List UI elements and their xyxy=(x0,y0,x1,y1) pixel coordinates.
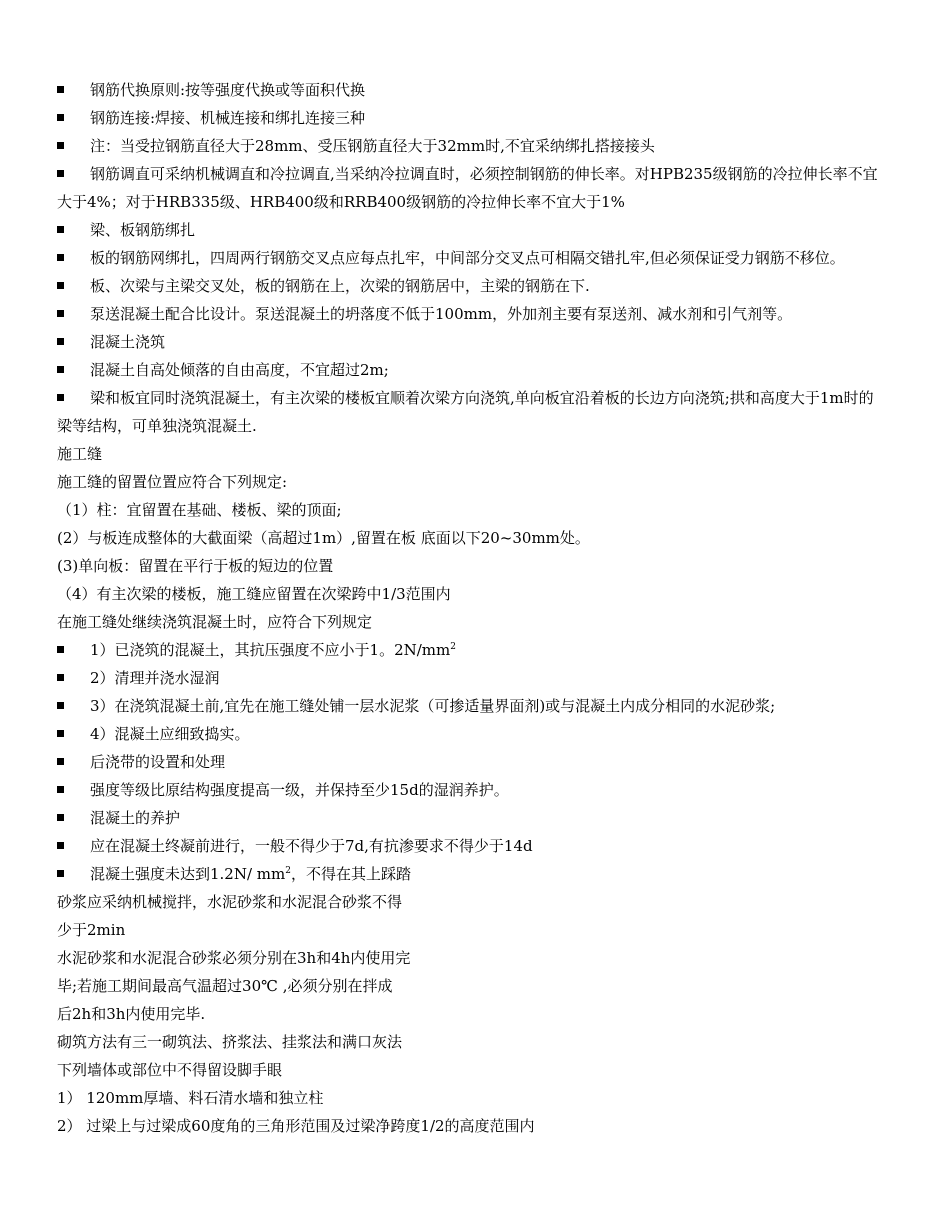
bullet-square-icon xyxy=(57,300,90,328)
text-line xyxy=(57,832,887,860)
text-line: 施工缝的留置位置应符合下列规定: xyxy=(57,473,288,491)
text-line xyxy=(57,244,887,272)
text-line: （4）有主次梁的楼板，施工缝应留置在次梁跨中1/3范围内 xyxy=(57,585,451,603)
bullet-square-icon xyxy=(57,664,90,692)
superscript: 2 xyxy=(285,866,291,876)
text-line: 后2h和3h内使用完毕. xyxy=(57,1005,206,1023)
bullet-square-icon xyxy=(57,748,90,776)
text-line xyxy=(57,384,887,440)
line-text: 混凝土强度未达到1.2N/ mm xyxy=(90,865,286,883)
text-line xyxy=(57,720,887,748)
text-line: 2） 过梁上与过梁成60度角的三角形范围及过梁净跨度1/2的高度范围内 xyxy=(57,1117,535,1135)
text-line: 水泥砂浆和水泥混合砂浆必须分别在3h和4h内使用完 xyxy=(57,949,411,967)
text-line: 毕;若施工期间最高气温超过30℃ ,必须分别在拌成 xyxy=(57,977,393,995)
bullet-square-icon xyxy=(57,160,90,188)
bullet-square-icon xyxy=(57,244,90,272)
text-line xyxy=(57,804,887,832)
text-line xyxy=(57,160,887,216)
text-line xyxy=(57,76,887,104)
line-text: 梁、板钢筋绑扎 xyxy=(90,221,196,239)
text-line: 在施工缝处继续浇筑混凝土时，应符合下列规定 xyxy=(57,613,373,631)
text-line xyxy=(57,132,887,160)
text-line xyxy=(57,328,887,356)
text-line xyxy=(57,104,887,132)
line-text: 注：当受拉钢筋直径大于28mm、受压钢筋直径大于32mm时,不宜采纳绑扎搭接接头 xyxy=(90,137,655,155)
line-text: 钢筋代换原则:按等强度代换或等面积代换 xyxy=(90,81,366,99)
text-line xyxy=(57,636,887,664)
line-text: 应在混凝土终凝前进行，一般不得少于7d,有抗渗要求不得少于14d xyxy=(90,837,533,855)
bullet-square-icon xyxy=(57,636,90,664)
bullet-square-icon xyxy=(57,132,90,160)
text-line: 砌筑方法有三一砌筑法、挤浆法、挂浆法和满口灰法 xyxy=(57,1033,403,1051)
line-text: 钢筋调直可采纳机械调直和冷拉调直,当采纳冷拉调直时，必须控制钢筋的伸长率。对HPB235级钢筋的冷拉伸长率不宜大于4%；对于HRB335级、HRB400级和RRB400级钢筋的冷拉伸长率不宜大于1% xyxy=(57,165,878,211)
line-text-after: ，不得在其上踩踏 xyxy=(290,865,411,883)
bullet-square-icon xyxy=(57,216,90,244)
text-line xyxy=(57,272,887,300)
line-text: 板的钢筋网绑扎，四周两行钢筋交叉点应每点扎牢，中间部分交叉点可相隔交错扎牢,但必须保证受力钢筋不移位。 xyxy=(90,249,845,267)
text-line xyxy=(57,216,887,244)
text-line xyxy=(57,860,887,888)
line-text: 2）清理并浇水湿润 xyxy=(90,669,220,687)
text-line xyxy=(57,664,887,692)
line-text: 钢筋连接:焊接、机械连接和绑扎连接三种 xyxy=(90,109,366,127)
bullet-square-icon xyxy=(57,328,90,356)
bullet-square-icon xyxy=(57,776,90,804)
text-line: 1） 120mm厚墙、料石清水墙和独立柱 xyxy=(57,1089,324,1107)
line-text: 混凝土自高处倾落的自由高度，不宜超过2m; xyxy=(90,361,389,379)
bullet-square-icon xyxy=(57,832,90,860)
text-line xyxy=(57,356,887,384)
line-text: 后浇带的设置和处理 xyxy=(90,753,226,771)
bullet-square-icon xyxy=(57,720,90,748)
text-line: 下列墙体或部位中不得留设脚手眼 xyxy=(57,1061,283,1079)
line-text: 泵送混凝土配合比设计。泵送混凝土的坍落度不低于100mm，外加剂主要有泵送剂、减水剂和引气剂等。 xyxy=(90,305,793,323)
bullet-square-icon xyxy=(57,76,90,104)
line-text: 强度等级比原结构强度提高一级，并保持至少15d的湿润养护。 xyxy=(90,781,509,799)
bullet-square-icon xyxy=(57,860,90,888)
text-line: 施工缝 xyxy=(57,445,103,463)
text-line: （1）柱：宜留置在基础、楼板、梁的顶面; xyxy=(57,501,342,519)
superscript: 2 xyxy=(450,642,456,652)
line-text: 4）混凝土应细致捣实。 xyxy=(90,725,250,743)
text-line: (2）与板连成整体的大截面梁（高超过1m）,留置在板 底面以下20~30mm处。 xyxy=(57,529,590,547)
line-text: 1）已浇筑的混凝土，其抗压强度不应小于1。2N/mm xyxy=(90,641,451,659)
line-text: 混凝土浇筑 xyxy=(90,333,166,351)
bullet-square-icon xyxy=(57,804,90,832)
bullet-square-icon xyxy=(57,104,90,132)
text-line: 少于2min xyxy=(57,921,126,939)
document-page xyxy=(57,76,887,1140)
text-line xyxy=(57,692,887,720)
line-text: 梁和板宜同时浇筑混凝土，有主次梁的楼板宜顺着次梁方向浇筑,单向板宜沿着板的长边方向浇筑;拱和高度大于1m时的梁等结构，可单独浇筑混凝土. xyxy=(57,389,874,435)
line-text: 3）在浇筑混凝土前,宜先在施工缝处铺一层水泥浆（可掺适量界面剂)或与混凝土内成分相同的水泥砂浆; xyxy=(90,697,776,715)
text-line xyxy=(57,748,887,776)
text-line xyxy=(57,776,887,804)
bullet-square-icon xyxy=(57,272,90,300)
text-line xyxy=(57,300,887,328)
line-text: 混凝土的养护 xyxy=(90,809,181,827)
line-text: 板、次梁与主梁交叉处，板的钢筋在上，次梁的钢筋居中，主梁的钢筋在下. xyxy=(90,277,590,295)
bullet-square-icon xyxy=(57,384,90,412)
text-line: (3)单向板：留置在平行于板的短边的位置 xyxy=(57,557,334,575)
bullet-square-icon xyxy=(57,356,90,384)
bullet-square-icon xyxy=(57,692,90,720)
text-line: 砂浆应采纳机械搅拌，水泥砂浆和水泥混合砂浆不得 xyxy=(57,893,403,911)
